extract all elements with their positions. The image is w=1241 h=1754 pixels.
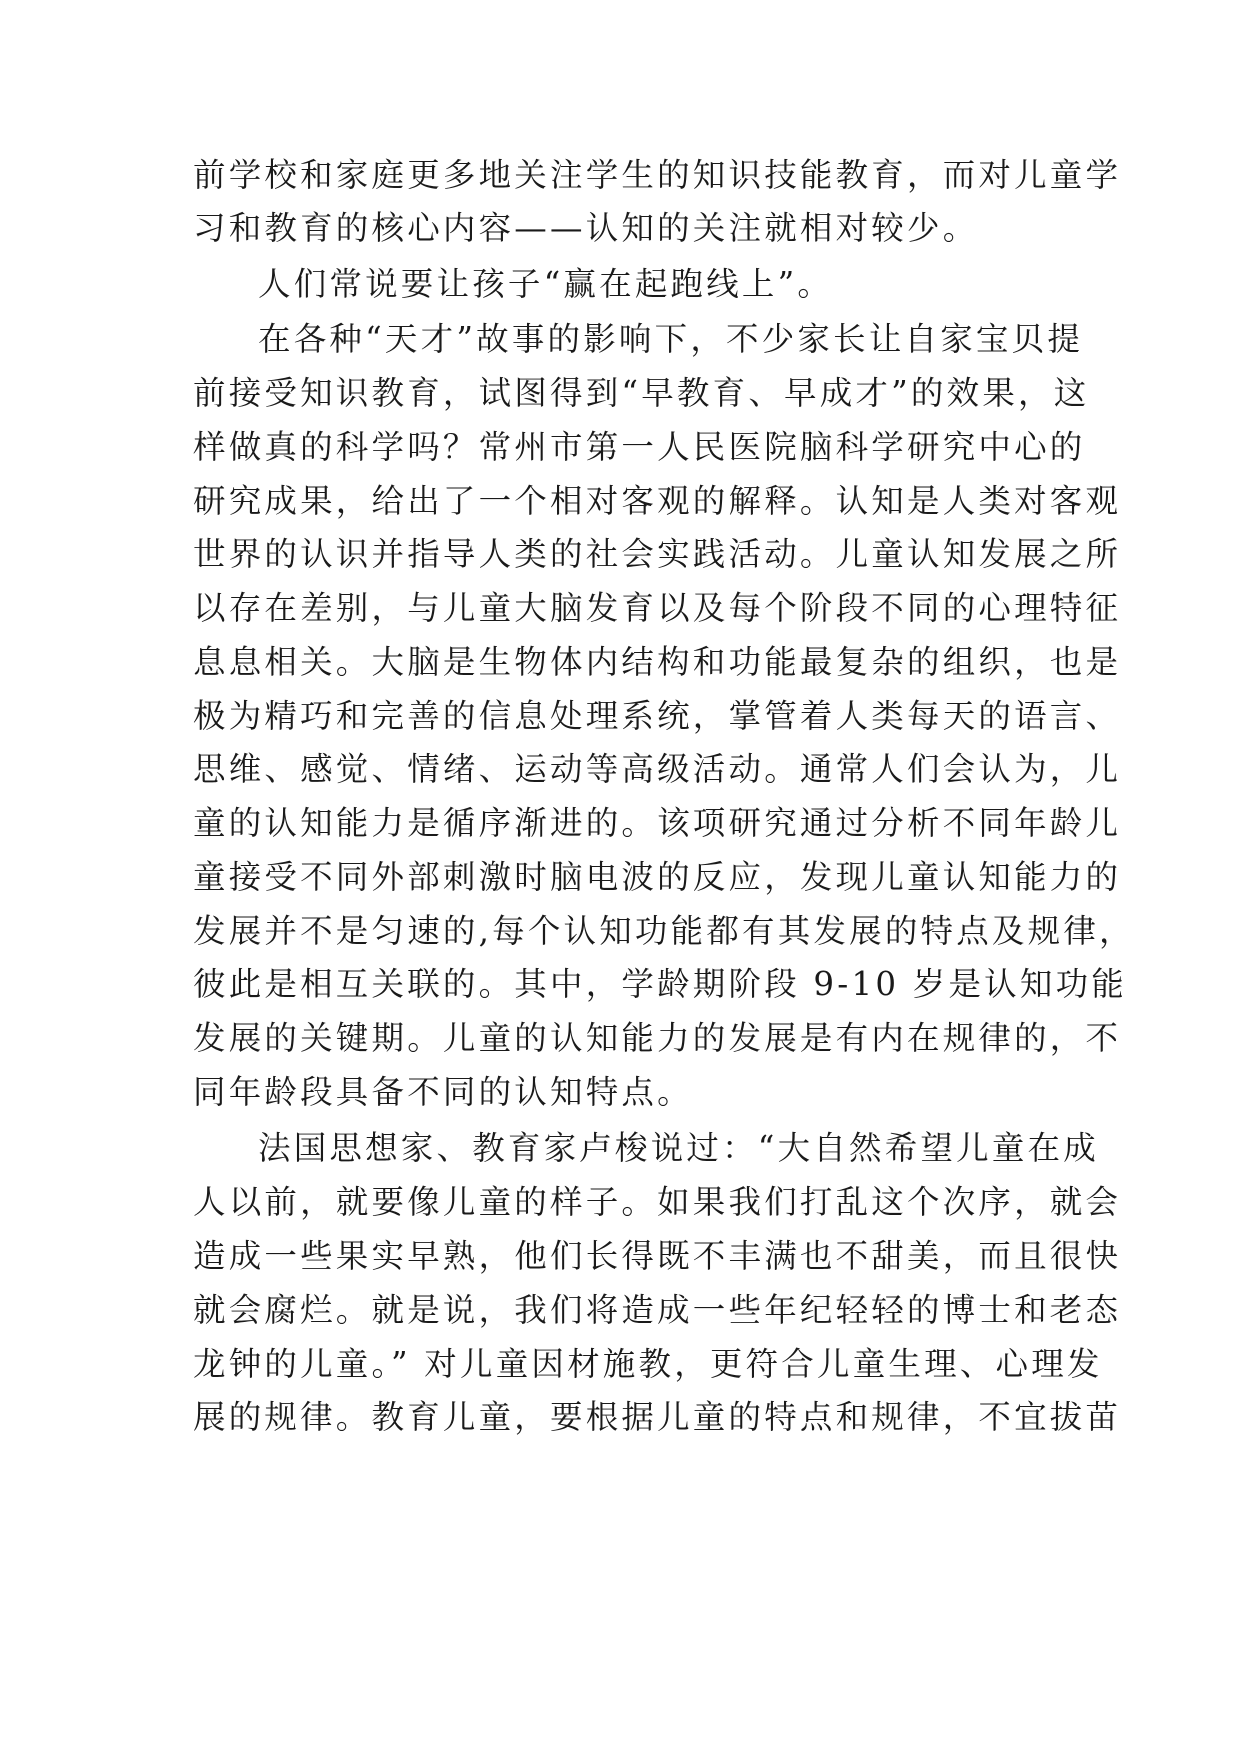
text-line: 前学校和家庭更多地关注学生的知识技能教育，而对儿童学	[193, 156, 1122, 194]
text-line: 发展并不是匀速的,每个认知功能都有其发展的特点及规律，	[193, 912, 1135, 950]
text-line: 童接受不同外部刺激时脑电波的反应，发现儿童认知能力的	[193, 858, 1122, 896]
text-line: 发展的关键期。儿童的认知能力的发展是有内在规律的，不	[193, 1019, 1122, 1057]
text-line: 以存在差别，与儿童大脑发育以及每个阶段不同的心理特征	[193, 589, 1122, 627]
text-line: 思维、感觉、情绪、运动等高级活动。通常人们会认为，儿	[193, 750, 1122, 788]
text-line: 就会腐烂。就是说，我们将造成一些年纪轻轻的博士和老态	[193, 1291, 1122, 1329]
text-line: 人们常说要让孩子“赢在起跑线上”。	[258, 265, 834, 303]
text-line: 习和教育的核心内容——认知的关注就相对较少。	[193, 209, 979, 247]
text-line: 在各种“天才”故事的影响下，不少家长让自家宝贝提	[258, 320, 1084, 358]
text-line: 息息相关。大脑是生物体内结构和功能最复杂的组织，也是	[193, 643, 1122, 681]
text-line: 龙钟的儿童。” 对儿童因材施教，更符合儿童生理、心理发	[193, 1345, 1103, 1383]
text-line: 世界的认识并指导人类的社会实践活动。儿童认知发展之所	[193, 535, 1122, 573]
text-line: 研究成果，给出了一个相对客观的解释。认知是人类对客观	[193, 482, 1122, 520]
text-line: 法国思想家、教育家卢梭说过：“大自然希望儿童在成	[258, 1129, 1099, 1167]
text-line: 彼此是相互关联的。其中，学龄期阶段 9-10 岁是认知功能	[193, 965, 1127, 1003]
text-line: 前接受知识教育，试图得到“早教育、早成才”的效果，这	[193, 374, 1090, 412]
text-line: 人以前，就要像儿童的样子。如果我们打乱这个次序，就会	[193, 1183, 1122, 1221]
text-line: 极为精巧和完善的信息处理系统，掌管着人类每天的语言、	[193, 697, 1122, 735]
text-line: 同年龄段具备不同的认知特点。	[193, 1073, 693, 1111]
text-line: 样做真的科学吗？常州市第一人民医院脑科学研究中心的	[193, 428, 1086, 466]
text-line: 造成一些果实早熟，他们长得既不丰满也不甜美，而且很快	[193, 1237, 1122, 1275]
text-line: 展的规律。教育儿童，要根据儿童的特点和规律，不宜拔苗	[193, 1398, 1122, 1436]
text-line: 童的认知能力是循序渐进的。该项研究通过分析不同年龄儿	[193, 804, 1122, 842]
